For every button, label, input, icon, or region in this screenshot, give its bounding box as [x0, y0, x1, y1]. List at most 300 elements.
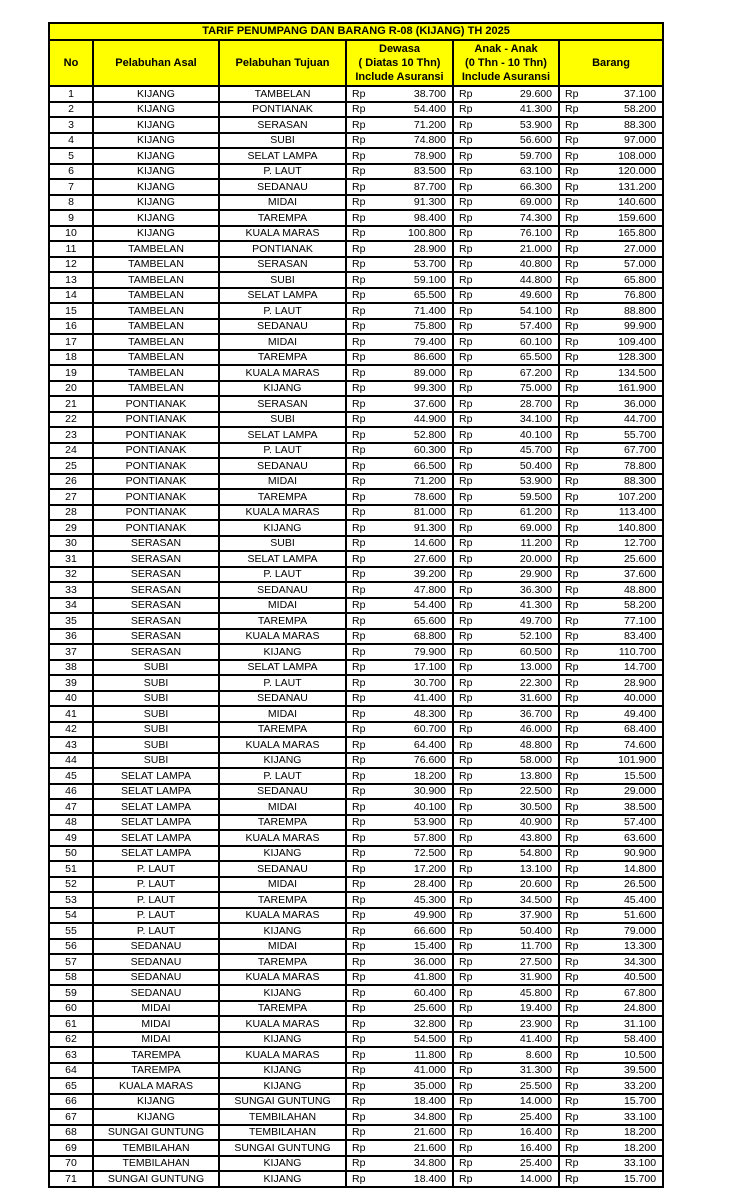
- row-number-cell: 49: [49, 830, 93, 846]
- table-row: [49, 954, 663, 970]
- goods-fare-cell: [559, 954, 663, 970]
- currency-prefix: Rp: [565, 227, 579, 240]
- fare-value: 44.800: [519, 273, 552, 286]
- currency-prefix: Rp: [459, 707, 473, 720]
- goods-fare-cell: [559, 474, 663, 490]
- goods-fare-cell: [559, 985, 663, 1001]
- currency-prefix: Rp: [459, 351, 473, 364]
- row-number-cell: 68: [49, 1125, 93, 1141]
- goods-fare-cell: [559, 737, 663, 753]
- row-number-cell: 62: [49, 1032, 93, 1048]
- goods-fare-cell: [559, 412, 663, 428]
- child-fare-cell: [453, 954, 559, 970]
- currency-prefix: Rp: [565, 940, 579, 953]
- adult-fare-cell: [346, 1094, 453, 1110]
- goods-fare-cell: [559, 319, 663, 335]
- origin-port-cell: SELAT LAMPA: [93, 846, 219, 862]
- currency-prefix: Rp: [459, 909, 473, 922]
- child-fare-cell: [453, 1078, 559, 1094]
- child-fare-cell: [453, 1171, 559, 1187]
- fare-value: 13.100: [519, 862, 552, 875]
- adult-fare-cell: [346, 303, 453, 319]
- origin-port-cell: SELAT LAMPA: [93, 784, 219, 800]
- currency-prefix: Rp: [352, 676, 366, 689]
- destination-port-cell: PONTIANAK: [219, 102, 346, 118]
- adult-fare-cell: [346, 241, 453, 257]
- goods-fare-cell: [559, 86, 663, 102]
- fare-value: 108.000: [618, 149, 657, 162]
- destination-port-cell: KUALA MARAS: [219, 970, 346, 986]
- currency-prefix: Rp: [459, 258, 473, 271]
- child-fare-cell: [453, 474, 559, 490]
- fare-value: 120.000: [618, 165, 657, 178]
- fare-value: 76.100: [519, 227, 552, 240]
- fare-value: 63.600: [623, 831, 657, 844]
- currency-prefix: Rp: [352, 707, 366, 720]
- currency-prefix: Rp: [459, 940, 473, 953]
- fare-value: 28.900: [623, 676, 657, 689]
- currency-prefix: Rp: [352, 955, 366, 968]
- row-number-cell: 21: [49, 396, 93, 412]
- adult-fare-cell: [346, 939, 453, 955]
- goods-fare-cell: [559, 675, 663, 691]
- fare-value: 97.000: [623, 134, 657, 147]
- currency-prefix: Rp: [459, 1172, 473, 1185]
- adult-fare-cell: [346, 644, 453, 660]
- fare-value: 60.400: [413, 986, 446, 999]
- row-number-cell: 46: [49, 784, 93, 800]
- fare-value: 71.400: [413, 304, 446, 317]
- currency-prefix: Rp: [565, 87, 579, 100]
- goods-fare-cell: [559, 1094, 663, 1110]
- child-fare-cell: [453, 799, 559, 815]
- origin-port-cell: PONTIANAK: [93, 505, 219, 521]
- child-fare-cell: [453, 970, 559, 986]
- destination-port-cell: SEDANAU: [219, 784, 346, 800]
- currency-prefix: Rp: [565, 118, 579, 131]
- child-fare-cell: [453, 195, 559, 211]
- origin-port-cell: SERASAN: [93, 582, 219, 598]
- currency-prefix: Rp: [352, 769, 366, 782]
- adult-fare-cell: [346, 1109, 453, 1125]
- adult-fare-cell: [346, 799, 453, 815]
- fare-value: 34.800: [413, 1110, 446, 1123]
- fare-value: 21.000: [519, 242, 552, 255]
- destination-port-cell: KIJANG: [219, 846, 346, 862]
- column-header-goods: Barang: [559, 40, 663, 86]
- currency-prefix: Rp: [565, 1141, 579, 1154]
- child-fare-cell: [453, 737, 559, 753]
- goods-fare-cell: [559, 164, 663, 180]
- table-row: [49, 753, 663, 769]
- currency-prefix: Rp: [565, 475, 579, 488]
- goods-fare-cell: [559, 505, 663, 521]
- origin-port-cell: TAMBELAN: [93, 303, 219, 319]
- origin-port-cell: SEDANAU: [93, 939, 219, 955]
- adult-fare-cell: [346, 1156, 453, 1172]
- origin-port-cell: SUBI: [93, 753, 219, 769]
- currency-prefix: Rp: [459, 273, 473, 286]
- adult-fare-cell: [346, 319, 453, 335]
- adult-fare-cell: [346, 381, 453, 397]
- child-header-line-2: (0 Thn - 10 Thn): [465, 57, 547, 69]
- currency-prefix: Rp: [352, 1079, 366, 1092]
- fare-value: 53.900: [413, 816, 446, 829]
- currency-prefix: Rp: [352, 924, 366, 937]
- child-fare-cell: [453, 334, 559, 350]
- row-number-cell: 63: [49, 1047, 93, 1063]
- child-fare-cell: [453, 241, 559, 257]
- adult-fare-cell: [346, 1063, 453, 1079]
- destination-port-cell: SERASAN: [219, 257, 346, 273]
- goods-fare-cell: [559, 381, 663, 397]
- goods-fare-cell: [559, 753, 663, 769]
- currency-prefix: Rp: [565, 676, 579, 689]
- currency-prefix: Rp: [352, 289, 366, 302]
- currency-prefix: Rp: [352, 1033, 366, 1046]
- fare-value: 48.800: [623, 583, 657, 596]
- child-fare-cell: [453, 985, 559, 1001]
- adult-fare-cell: [346, 334, 453, 350]
- currency-prefix: Rp: [459, 552, 473, 565]
- child-fare-cell: [453, 179, 559, 195]
- currency-prefix: Rp: [565, 397, 579, 410]
- currency-prefix: Rp: [459, 87, 473, 100]
- fare-value: 14.000: [519, 1172, 552, 1185]
- destination-port-cell: SUNGAI GUNTUNG: [219, 1140, 346, 1156]
- fare-value: 74.300: [519, 211, 552, 224]
- child-fare-cell: [453, 133, 559, 149]
- destination-port-cell: MIDAI: [219, 706, 346, 722]
- currency-prefix: Rp: [459, 366, 473, 379]
- row-number-cell: 57: [49, 954, 93, 970]
- currency-prefix: Rp: [352, 1048, 366, 1061]
- origin-port-cell: TAMBELAN: [93, 365, 219, 381]
- destination-port-cell: SELAT LAMPA: [219, 551, 346, 567]
- currency-prefix: Rp: [565, 413, 579, 426]
- goods-fare-cell: [559, 660, 663, 676]
- currency-prefix: Rp: [565, 1126, 579, 1139]
- row-number-cell: 54: [49, 908, 93, 924]
- fare-value: 58.400: [623, 1033, 657, 1046]
- child-fare-cell: [453, 1125, 559, 1141]
- fare-value: 40.000: [623, 692, 657, 705]
- fare-value: 48.300: [413, 707, 446, 720]
- origin-port-cell: KIJANG: [93, 179, 219, 195]
- goods-fare-cell: [559, 1063, 663, 1079]
- fare-value: 11.200: [520, 537, 552, 550]
- currency-prefix: Rp: [459, 1079, 473, 1092]
- child-fare-cell: [453, 861, 559, 877]
- destination-port-cell: KIJANG: [219, 1156, 346, 1172]
- child-fare-cell: [453, 319, 559, 335]
- fare-value: 53.900: [519, 475, 552, 488]
- currency-prefix: Rp: [352, 738, 366, 751]
- destination-port-cell: SELAT LAMPA: [219, 148, 346, 164]
- destination-port-cell: SUNGAI GUNTUNG: [219, 1094, 346, 1110]
- currency-prefix: Rp: [459, 382, 473, 395]
- fare-value: 38.500: [623, 800, 657, 813]
- currency-prefix: Rp: [352, 118, 366, 131]
- row-number-cell: 4: [49, 133, 93, 149]
- currency-prefix: Rp: [565, 258, 579, 271]
- table-row: [49, 241, 663, 257]
- fare-value: 53.900: [519, 118, 552, 131]
- fare-value: 14.700: [623, 661, 657, 674]
- adult-fare-cell: [346, 257, 453, 273]
- fare-value: 49.600: [519, 289, 552, 302]
- destination-port-cell: SUBI: [219, 412, 346, 428]
- fare-value: 67.700: [623, 444, 657, 457]
- row-number-cell: 14: [49, 288, 93, 304]
- destination-port-cell: TAREMPA: [219, 489, 346, 505]
- origin-port-cell: TAMBELAN: [93, 350, 219, 366]
- row-number-cell: 53: [49, 892, 93, 908]
- origin-port-cell: PONTIANAK: [93, 489, 219, 505]
- fare-value: 65.500: [413, 289, 446, 302]
- child-header-line-1: Anak - Anak: [474, 43, 538, 55]
- table-row: [49, 567, 663, 583]
- goods-fare-cell: [559, 117, 663, 133]
- currency-prefix: Rp: [459, 490, 473, 503]
- currency-prefix: Rp: [565, 986, 579, 999]
- fare-value: 43.800: [519, 831, 552, 844]
- fare-value: 113.400: [618, 506, 657, 519]
- child-fare-cell: [453, 1094, 559, 1110]
- row-number-cell: 7: [49, 179, 93, 195]
- destination-port-cell: KUALA MARAS: [219, 737, 346, 753]
- child-fare-cell: [453, 551, 559, 567]
- currency-prefix: Rp: [352, 413, 366, 426]
- fare-value: 87.700: [413, 180, 446, 193]
- currency-prefix: Rp: [352, 800, 366, 813]
- fare-value: 59.100: [413, 273, 446, 286]
- child-fare-cell: [453, 102, 559, 118]
- goods-fare-cell: [559, 1078, 663, 1094]
- currency-prefix: Rp: [459, 1064, 473, 1077]
- child-fare-cell: [453, 520, 559, 536]
- adult-fare-cell: [346, 877, 453, 893]
- fare-value: 61.200: [519, 506, 552, 519]
- currency-prefix: Rp: [459, 537, 473, 550]
- currency-prefix: Rp: [459, 289, 473, 302]
- fare-value: 79.900: [413, 645, 446, 658]
- fare-value: 68.800: [413, 630, 446, 643]
- origin-port-cell: KIJANG: [93, 164, 219, 180]
- row-number-cell: 42: [49, 722, 93, 738]
- goods-fare-cell: [559, 148, 663, 164]
- currency-prefix: Rp: [352, 1095, 366, 1108]
- goods-fare-cell: [559, 846, 663, 862]
- currency-prefix: Rp: [565, 645, 579, 658]
- adult-fare-cell: [346, 1047, 453, 1063]
- fare-value: 79.400: [413, 335, 446, 348]
- currency-prefix: Rp: [565, 847, 579, 860]
- origin-port-cell: SERASAN: [93, 613, 219, 629]
- row-number-cell: 5: [49, 148, 93, 164]
- fare-value: 36.300: [519, 583, 552, 596]
- table-row: [49, 288, 663, 304]
- fare-value: 8.600: [525, 1048, 552, 1061]
- destination-port-cell: TAREMPA: [219, 892, 346, 908]
- table-row: [49, 1078, 663, 1094]
- child-fare-cell: [453, 753, 559, 769]
- origin-port-cell: TEMBILAHAN: [93, 1156, 219, 1172]
- currency-prefix: Rp: [565, 366, 579, 379]
- fare-value: 60.700: [413, 723, 446, 736]
- fare-value: 81.000: [413, 506, 446, 519]
- currency-prefix: Rp: [565, 428, 579, 441]
- currency-prefix: Rp: [459, 955, 473, 968]
- goods-fare-cell: [559, 706, 663, 722]
- origin-port-cell: TAMBELAN: [93, 257, 219, 273]
- fare-value: 77.100: [623, 614, 657, 627]
- currency-prefix: Rp: [459, 738, 473, 751]
- origin-port-cell: PONTIANAK: [93, 396, 219, 412]
- fare-value: 25.400: [519, 1157, 552, 1170]
- destination-port-cell: TAREMPA: [219, 613, 346, 629]
- adult-fare-cell: [346, 908, 453, 924]
- fare-value: 46.000: [519, 723, 552, 736]
- fare-value: 25.500: [519, 1079, 552, 1092]
- goods-fare-cell: [559, 784, 663, 800]
- currency-prefix: Rp: [565, 692, 579, 705]
- fare-value: 33.100: [623, 1110, 657, 1123]
- currency-prefix: Rp: [352, 661, 366, 674]
- destination-port-cell: TAREMPA: [219, 1001, 346, 1017]
- row-number-cell: 70: [49, 1156, 93, 1172]
- currency-prefix: Rp: [565, 1017, 579, 1030]
- fare-value: 10.500: [623, 1048, 657, 1061]
- destination-port-cell: MIDAI: [219, 939, 346, 955]
- currency-prefix: Rp: [459, 754, 473, 767]
- origin-port-cell: KIJANG: [93, 117, 219, 133]
- fare-value: 165.800: [618, 227, 657, 240]
- adult-fare-cell: [346, 923, 453, 939]
- fare-value: 16.400: [519, 1126, 552, 1139]
- currency-prefix: Rp: [565, 599, 579, 612]
- currency-prefix: Rp: [459, 568, 473, 581]
- adult-fare-cell: [346, 830, 453, 846]
- child-fare-cell: [453, 164, 559, 180]
- table-row: [49, 784, 663, 800]
- fare-table: [48, 22, 664, 1188]
- child-fare-cell: [453, 536, 559, 552]
- row-number-cell: 20: [49, 381, 93, 397]
- table-title: TARIF PENUMPANG DAN BARANG R-08 (KIJANG) TH 2025: [49, 23, 663, 40]
- fare-value: 100.800: [408, 227, 446, 240]
- adult-fare-cell: [346, 598, 453, 614]
- currency-prefix: Rp: [459, 304, 473, 317]
- destination-port-cell: SEDANAU: [219, 458, 346, 474]
- row-number-cell: 65: [49, 1078, 93, 1094]
- currency-prefix: Rp: [565, 738, 579, 751]
- fare-value: 29.900: [519, 568, 552, 581]
- origin-port-cell: KIJANG: [93, 133, 219, 149]
- origin-port-cell: MIDAI: [93, 1032, 219, 1048]
- currency-prefix: Rp: [459, 196, 473, 209]
- origin-port-cell: SUBI: [93, 722, 219, 738]
- column-header-child-fare: [453, 40, 559, 86]
- adult-fare-cell: [346, 567, 453, 583]
- destination-port-cell: SEDANAU: [219, 691, 346, 707]
- table-row: [49, 939, 663, 955]
- currency-prefix: Rp: [459, 521, 473, 534]
- adult-header-line-3: Include Asuransi: [355, 71, 444, 83]
- origin-port-cell: KIJANG: [93, 148, 219, 164]
- fare-value: 36.000: [623, 397, 657, 410]
- table-row: [49, 1109, 663, 1125]
- fare-value: 28.400: [413, 878, 446, 891]
- destination-port-cell: P. LAUT: [219, 303, 346, 319]
- adult-fare-cell: [346, 954, 453, 970]
- origin-port-cell: SUBI: [93, 691, 219, 707]
- fare-value: 31.600: [519, 692, 552, 705]
- adult-fare-cell: [346, 133, 453, 149]
- table-row: [49, 660, 663, 676]
- currency-prefix: Rp: [459, 1110, 473, 1123]
- currency-prefix: Rp: [459, 1141, 473, 1154]
- adult-fare-cell: [346, 1125, 453, 1141]
- currency-prefix: Rp: [459, 242, 473, 255]
- row-number-cell: 29: [49, 520, 93, 536]
- table-row: [49, 396, 663, 412]
- fare-value: 33.200: [623, 1079, 657, 1092]
- fare-value: 71.200: [413, 118, 446, 131]
- origin-port-cell: SERASAN: [93, 644, 219, 660]
- fare-value: 55.700: [623, 428, 657, 441]
- currency-prefix: Rp: [459, 1126, 473, 1139]
- destination-port-cell: P. LAUT: [219, 768, 346, 784]
- fare-value: 69.000: [519, 196, 552, 209]
- currency-prefix: Rp: [459, 149, 473, 162]
- child-fare-cell: [453, 1001, 559, 1017]
- table-row: [49, 117, 663, 133]
- row-number-cell: 52: [49, 877, 93, 893]
- currency-prefix: Rp: [459, 769, 473, 782]
- currency-prefix: Rp: [352, 986, 366, 999]
- table-row: [49, 1156, 663, 1172]
- goods-fare-cell: [559, 133, 663, 149]
- row-number-cell: 12: [49, 257, 93, 273]
- row-number-cell: 33: [49, 582, 93, 598]
- child-fare-cell: [453, 629, 559, 645]
- currency-prefix: Rp: [565, 1064, 579, 1077]
- currency-prefix: Rp: [352, 304, 366, 317]
- origin-port-cell: PONTIANAK: [93, 520, 219, 536]
- row-number-cell: 32: [49, 567, 93, 583]
- fare-value: 20.000: [519, 552, 552, 565]
- goods-fare-cell: [559, 629, 663, 645]
- currency-prefix: Rp: [565, 506, 579, 519]
- currency-prefix: Rp: [565, 444, 579, 457]
- fare-value: 54.500: [413, 1033, 446, 1046]
- currency-prefix: Rp: [459, 692, 473, 705]
- currency-prefix: Rp: [352, 1017, 366, 1030]
- origin-port-cell: P. LAUT: [93, 892, 219, 908]
- table-row: [49, 148, 663, 164]
- goods-fare-cell: [559, 970, 663, 986]
- goods-fare-cell: [559, 1171, 663, 1187]
- fare-value: 22.500: [519, 785, 552, 798]
- fare-value: 78.800: [623, 459, 657, 472]
- adult-fare-cell: [346, 753, 453, 769]
- origin-port-cell: PONTIANAK: [93, 412, 219, 428]
- origin-port-cell: SUBI: [93, 660, 219, 676]
- currency-prefix: Rp: [352, 180, 366, 193]
- table-row: [49, 474, 663, 490]
- row-number-cell: 48: [49, 815, 93, 831]
